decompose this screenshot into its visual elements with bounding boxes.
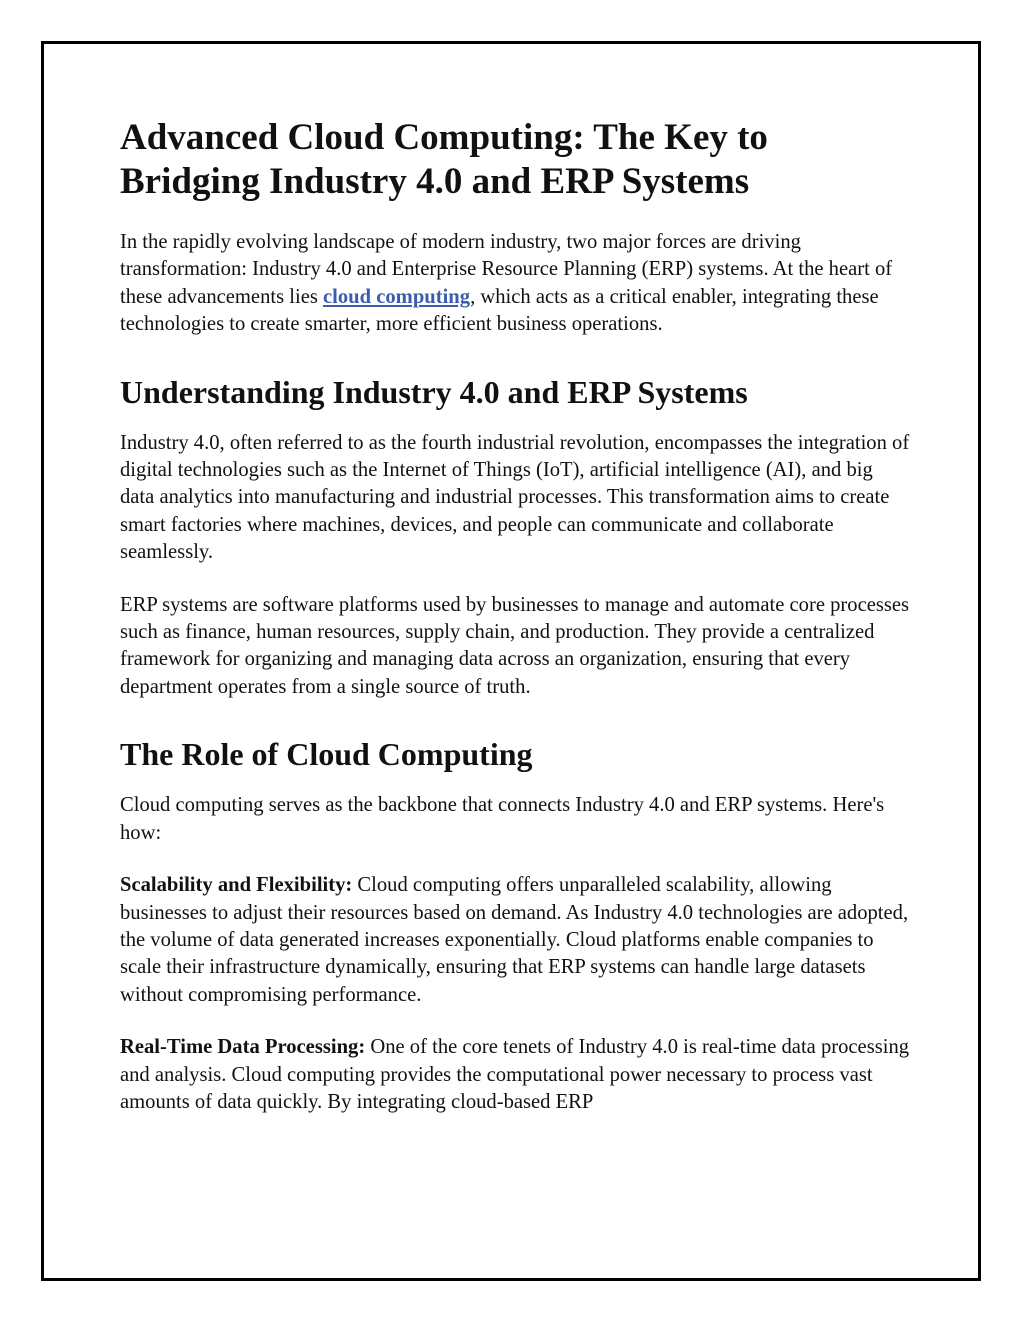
real-time-text: One of the core tenets of Industry 4.0 is real-time data processing and analysis. Cloud computing provides the computational power necessary to process vast amounts of data quickly. By integrating cloud-based ERP [120,1036,910,1113]
intro-text-before-link: In the rapidly evolving landscape of modern industry, two major forces are driving transformation: Industry 4.0 and Enterprise Resource Planning (ERP) systems. At the heart of these advancements lies [120,231,893,308]
cloud-computing-link[interactable]: cloud computing [323,285,471,308]
scalability-text: Cloud computing offers unparalleled scalability, allowing businesses to adjust their resources based on demand. As Industry 4.0 technologies are adopted, the volume of data generated increases exponentially. Cloud platforms enable companies to scale their infrastructure dynamically, ensuring that ERP systems can handle large datasets without compromising performance. [120,874,909,1006]
paragraph-scalability-flexibility [120,872,912,1009]
paragraph-industry-4-0: Industry 4.0, often referred to as the fourth industrial revolution, encompasses the integration of digital technologies such as the Internet of Things (IoT), artificial intelligence (AI), and big data analytics into manufacturing and industrial processes. This transformation aims to create smart factories where machines, devices, and people can communicate and collaborate seamlessly. [120,431,910,564]
intro-paragraph [120,229,912,339]
document-content [44,44,978,1278]
paragraph-real-time-data-processing [120,1034,912,1116]
paragraph-erp-systems: ERP systems are software platforms used by businesses to manage and automate core processes such as finance, human resources, supply chain, and production. They provide a centralized framework for organizing and managing data across an organization, ensuring that every department operates from a single source of truth. [120,593,910,698]
document-title: Advanced Cloud Computing: The Key to Bridging Industry 4.0 and ERP Systems [120,117,768,202]
scalability-label: Scalability and Flexibility: [120,874,353,897]
section-heading-role-of-cloud-computing: The Role of Cloud Computing [120,736,533,773]
document-page [41,41,981,1281]
section-heading-understanding-industry: Understanding Industry 4.0 and ERP Systems [120,373,748,410]
real-time-label: Real-Time Data Processing: [120,1036,366,1059]
paragraph-cloud-backbone: Cloud computing serves as the backbone that connects Industry 4.0 and ERP systems. Here's how: [120,794,885,844]
intro-text-after-link: , which acts as a critical enabler, integrating these technologies to create smarter, more efficient business operations. [120,285,879,336]
